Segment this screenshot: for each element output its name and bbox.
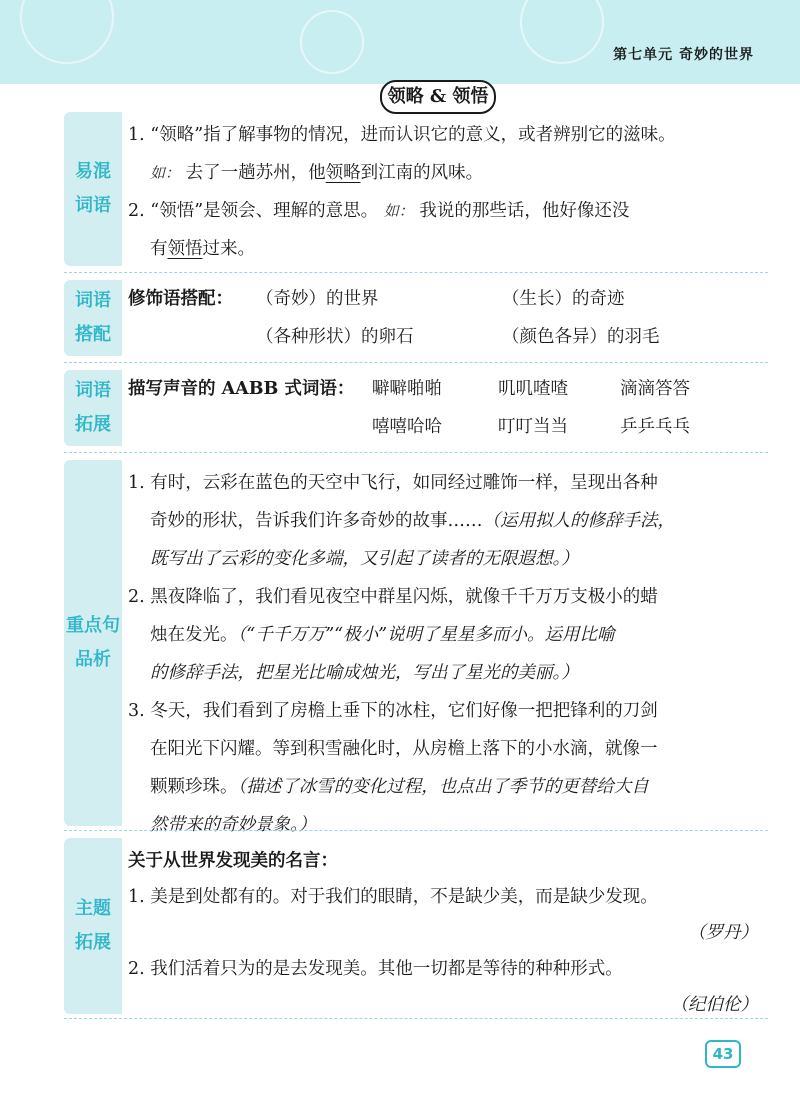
- tab-word-extension: [64, 370, 122, 446]
- collocation-item: （颜色各异）的羽毛: [502, 327, 660, 347]
- decorative-circle: [520, 0, 604, 64]
- sound-word: 叽叽喳喳: [498, 379, 568, 399]
- header-band: [0, 0, 800, 84]
- decorative-circle: [300, 10, 364, 74]
- section-divider: [64, 272, 768, 273]
- collocation-item: （生长）的奇迹: [502, 289, 625, 309]
- tab-confusable-words: [64, 112, 122, 266]
- tab-label: 拓展: [75, 932, 111, 953]
- tab-label: 品析: [75, 649, 111, 670]
- section-divider: [64, 452, 768, 453]
- sentence-line: 奇妙的形状，告诉我们许多奇妙的故事……: [150, 511, 483, 531]
- underlined-word: 领略: [325, 163, 361, 183]
- quote-text: 2. 我们活着只为的是去发现美。其他一切都是等待的种种形式。: [128, 959, 623, 979]
- sound-word: 滴滴答答: [620, 379, 690, 399]
- sound-word: 乒乒乓乓: [620, 417, 690, 437]
- analysis-note: （运用拟人的修辞手法，: [482, 511, 675, 531]
- word-pair-title: 领略 & 领悟: [380, 80, 496, 114]
- theme-heading: 关于从世界发现美的名言：: [128, 851, 338, 871]
- example-text: 有: [150, 239, 168, 259]
- tab-label: 词语: [75, 290, 111, 311]
- definition-text: “领略”指了解事物的情况，进而认识它的意义，或者辨别它的滋味。: [150, 125, 676, 145]
- tab-theme-extension: [64, 838, 122, 1014]
- tab-label: 主题: [75, 898, 111, 919]
- tab-label: 搭配: [75, 324, 111, 345]
- item-number: 1.: [128, 125, 145, 145]
- unit-title: 第七单元 奇妙的世界: [613, 47, 754, 63]
- underlined-word: 领悟: [167, 239, 203, 259]
- tab-label: 易混: [75, 161, 111, 182]
- page-number: 43: [705, 1040, 741, 1068]
- tab-label: 词语: [75, 380, 111, 401]
- sound-word: 嘻嘻哈哈: [372, 417, 442, 437]
- quote-text: 1. 美是到处都有的。对于我们的眼睛，不是缺少美，而是缺少发现。: [128, 887, 658, 907]
- analysis-note: （“千千万万”“极小”说明了星星多而小。运用比喻: [237, 625, 615, 645]
- sound-word: 叮叮当当: [498, 417, 568, 437]
- sentence-line: 3. 冬天，我们看到了房檐上垂下的冰柱，它们好像一把把锋利的刀剑: [128, 701, 658, 721]
- definition-text: “领悟”是领会、理解的意思。: [150, 201, 379, 221]
- example-marker: 如：: [150, 164, 181, 182]
- quote-author: （纪伯伦）: [670, 995, 758, 1015]
- sentence-line: 在阳光下闪耀。等到积雪融化时，从房檐上落下的小水滴，就像一: [150, 739, 658, 759]
- sentence-line: 2. 黑夜降临了，我们看见夜空中群星闪烁，就像千千万万支极小的蜡: [128, 587, 658, 607]
- extension-label: 描写声音的 AABB 式词语：: [128, 379, 355, 399]
- tab-key-sentence-analysis: [64, 460, 122, 826]
- analysis-note: 的修辞手法，把星光比喻成烛光，写出了星光的美丽。）: [150, 663, 579, 683]
- quote-author: （罗丹）: [688, 923, 758, 943]
- section-divider: [64, 362, 768, 363]
- collocation-label: 修饰语搭配：: [128, 289, 233, 309]
- analysis-note: （描述了冰雪的变化过程，也点出了季节的更替给大自: [237, 777, 649, 797]
- collocation-item: （各种形状）的卵石: [256, 327, 414, 347]
- section-divider: [64, 830, 768, 831]
- sound-word: 噼噼啪啪: [372, 379, 442, 399]
- sentence-line: 颗颗珍珠。: [150, 777, 238, 797]
- decorative-circle: [20, 0, 114, 64]
- section-divider: [64, 1018, 768, 1019]
- tab-label: 重点句: [66, 615, 120, 636]
- item-number: 2.: [128, 201, 145, 221]
- analysis-note: 既写出了云彩的变化多端，又引起了读者的无限遐想。）: [150, 549, 579, 569]
- collocation-item: （奇妙）的世界: [256, 289, 379, 309]
- tab-word-collocation: [64, 280, 122, 356]
- example-text: 我说的那些话，他好像还没: [419, 201, 630, 221]
- tab-label: 词语: [75, 195, 111, 216]
- example-text: 过来。: [202, 239, 255, 259]
- tab-label: 拓展: [75, 414, 111, 435]
- analysis-note: 然带来的奇妙景象。）: [150, 815, 317, 835]
- sentence-line: 烛在发光。: [150, 625, 238, 645]
- example-marker: 如：: [383, 202, 414, 220]
- example-text: 到江南的风味。: [360, 163, 484, 183]
- example-text: 去了一趟苏州，他: [185, 163, 326, 183]
- sentence-line: 1. 有时，云彩在蓝色的天空中飞行，如同经过雕饰一样，呈现出各种: [128, 473, 658, 493]
